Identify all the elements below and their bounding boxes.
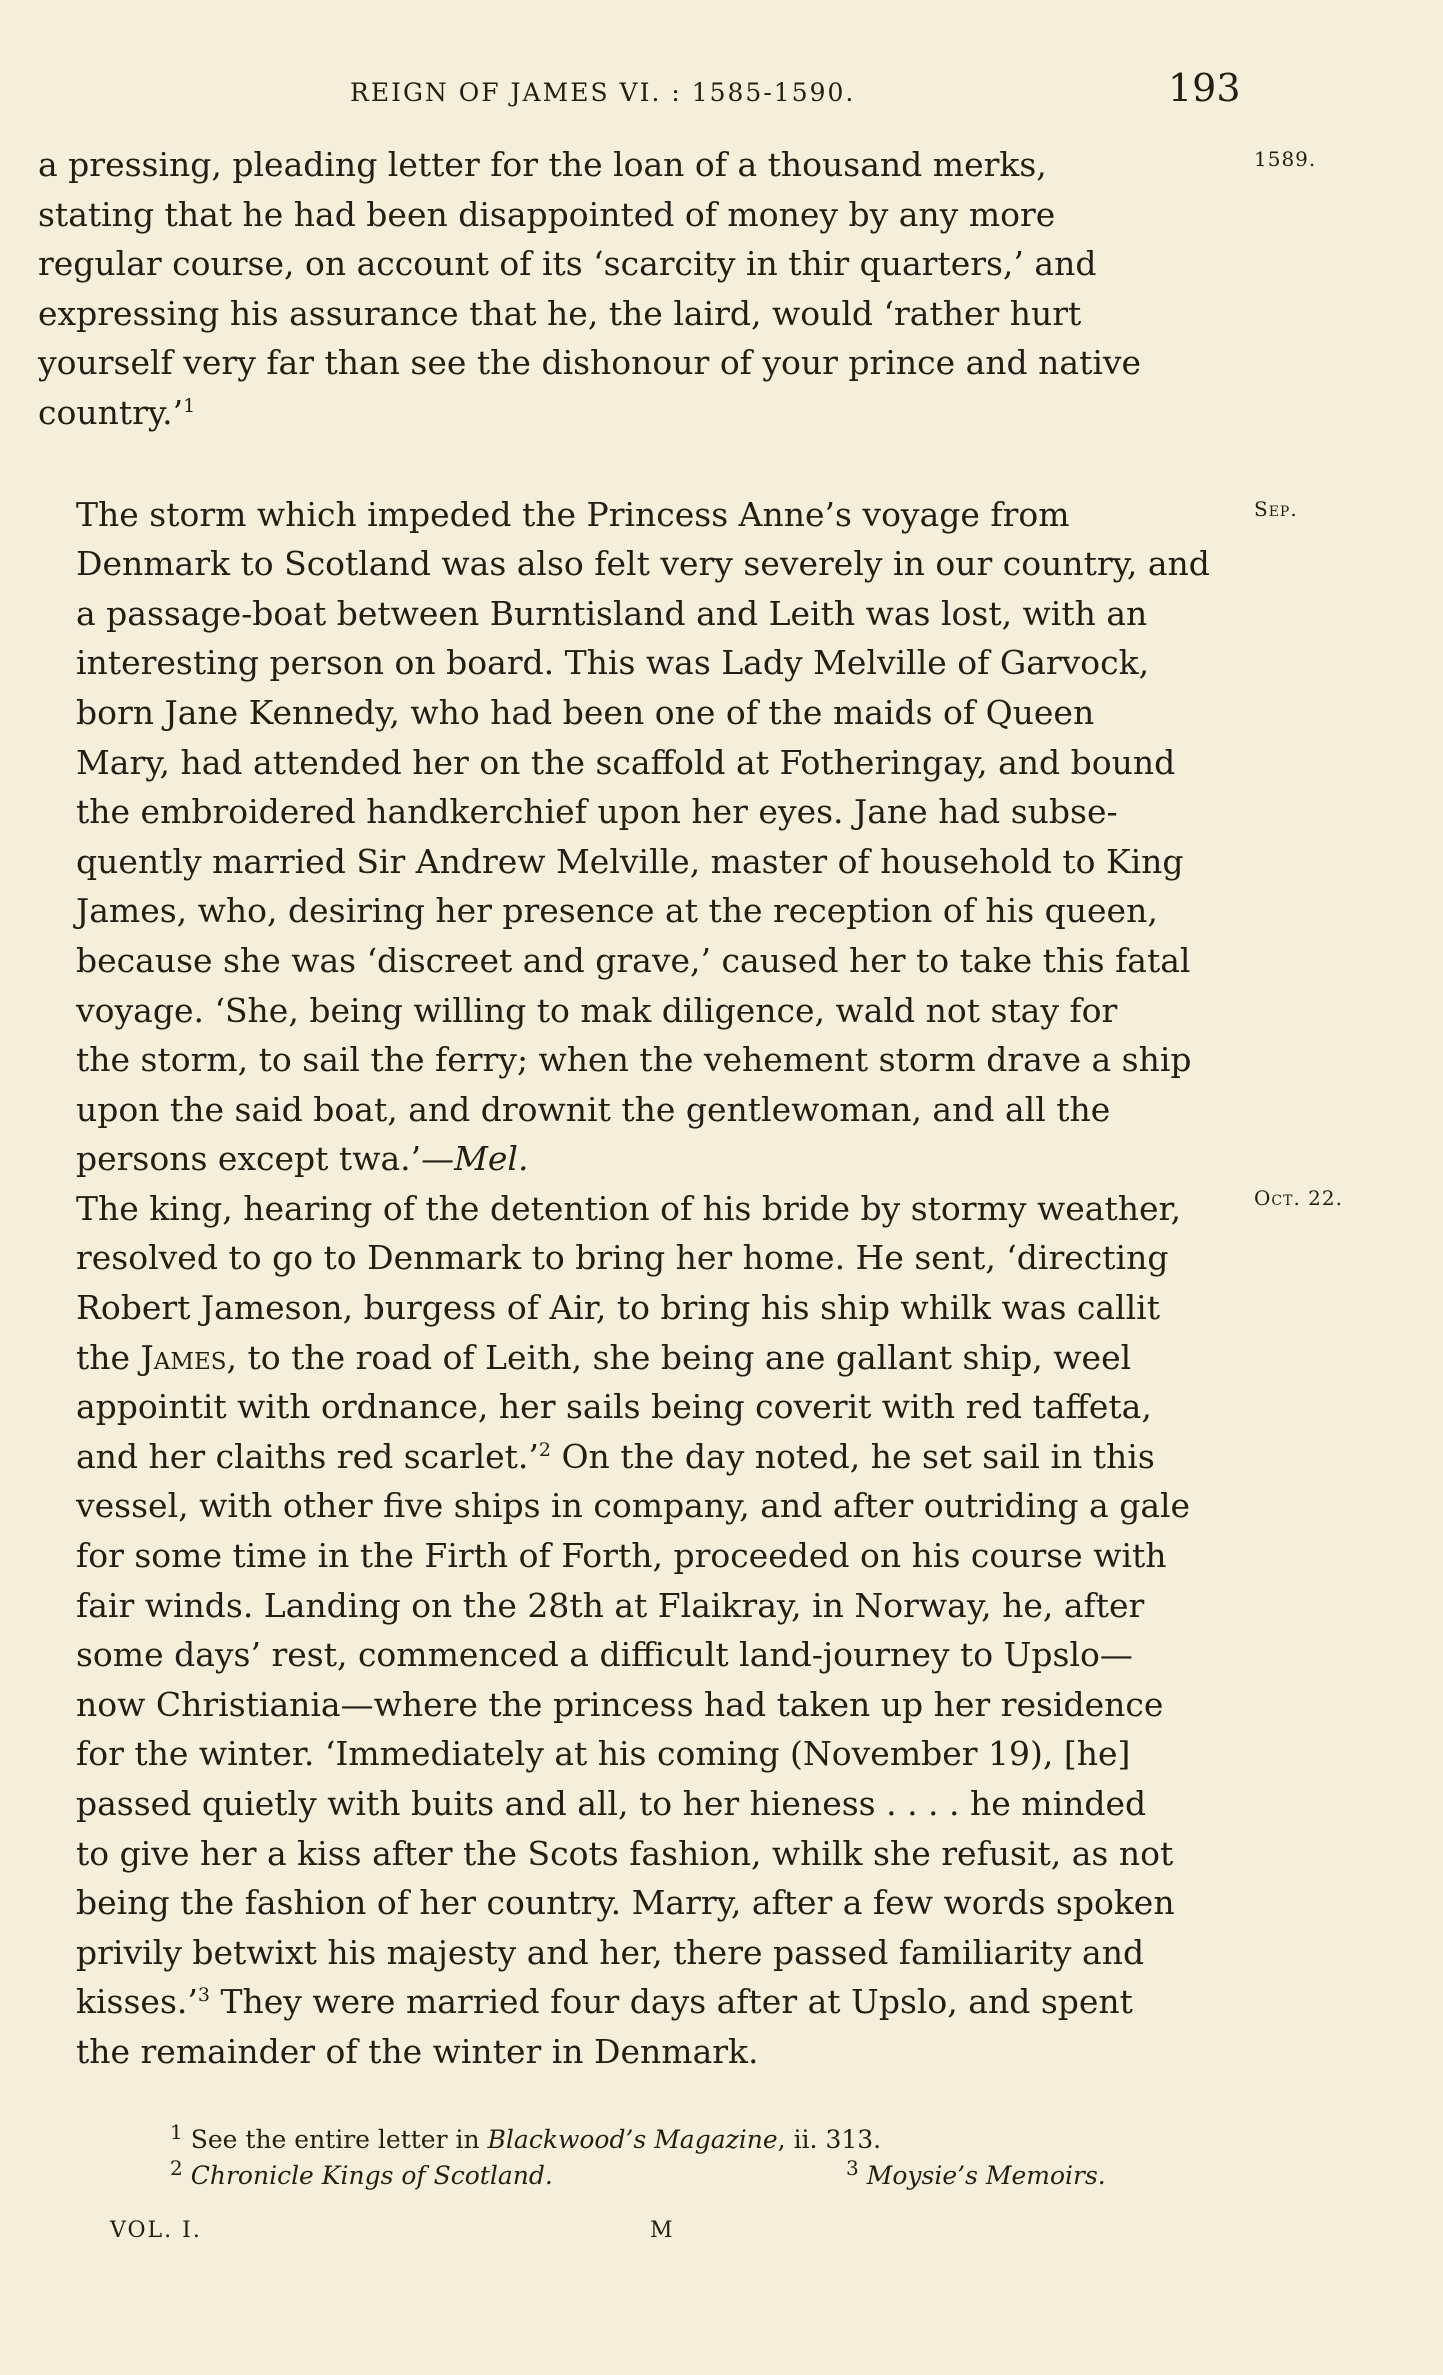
- footnote-number: 3: [846, 2155, 859, 2180]
- text-line: [38, 1432, 1238, 1482]
- text-fragment: kisses.’: [76, 1982, 198, 2022]
- footnote-source: Chronicle Kings of Scotland.: [190, 2161, 553, 2190]
- text-line: to give her a kiss after the Scots fashion, whilk she refusit, as not: [76, 1833, 1174, 1873]
- citation-mel: Mel.: [454, 1139, 529, 1179]
- text-line: born Jane Kennedy, who had been one of the maids of Queen: [76, 692, 1095, 732]
- text-line: Mary, had attended her on the scaffold at Fotheringay, and bound: [76, 742, 1176, 782]
- text-fragment: country.’: [38, 392, 184, 432]
- footnote-number: 2: [170, 2155, 183, 2180]
- text-line: James, who, desiring her presence at the reception of his queen,: [76, 891, 1158, 931]
- text-line: regular course, on account of its ‘scarcity in thir quarters,’ and: [38, 244, 1097, 284]
- text-line: fair winds. Landing on the 28th at Flaikray, in Norway, he, after: [76, 1585, 1145, 1625]
- ship-name-initial: J: [140, 1337, 154, 1377]
- text-fragment: the: [76, 1337, 141, 1377]
- text-line: quently married Sir Andrew Melville, master of household to King: [76, 841, 1184, 881]
- text-line: interesting person on board. This was Lady Melville of Garvock,: [76, 643, 1150, 683]
- page-header: [0, 66, 1443, 126]
- text-line: privily betwixt his majesty and her, there passed familiarity and: [76, 1932, 1145, 1972]
- footnote-source: Moysie’s Memoirs.: [866, 2161, 1106, 2190]
- text-line: upon the said boat, and drownit the gentlewoman, and all the: [76, 1089, 1111, 1129]
- text-line: Robert Jameson, burgess of Air, to bring his ship whilk was callit: [76, 1288, 1160, 1328]
- text-line: a passage-boat between Burntisland and Leith was lost, with an: [76, 593, 1148, 633]
- text-line: vessel, with other five ships in company, and after outriding a gale: [76, 1486, 1191, 1526]
- text-line: expressing his assurance that he, the laird, would ‘rather hurt: [38, 293, 1082, 333]
- text-fragment: , to the road of Leith, she being ane gallant ship, weel: [226, 1337, 1132, 1377]
- text-fragment: They were married four days after at Upslo, and spent: [209, 1982, 1133, 2022]
- side-note-sep: Sep.: [1254, 497, 1298, 521]
- ship-name-rest: ames: [153, 1337, 227, 1377]
- text-line: for the winter. ‘Immediately at his coming (November 19), [he]: [76, 1734, 1131, 1774]
- side-note-year: 1589.: [1254, 147, 1317, 171]
- text-line: [38, 388, 1238, 438]
- ship-name: [141, 1338, 227, 1377]
- text-line: voyage. ‘She, being willing to mak diligence, wald not stay for: [76, 990, 1118, 1030]
- footnote-text: See the entire letter in: [190, 2125, 488, 2154]
- text-line: The storm which impeded the Princess Anne’s voyage from: [76, 494, 1070, 534]
- text-line: now Christiania—where the princess had taken up her residence: [76, 1684, 1164, 1724]
- text-line: being the fashion of her country. Marry, after a few words spoken: [76, 1883, 1175, 1923]
- page-number: 193: [1168, 66, 1241, 110]
- text-fragment: On the day noted, he set sail in this: [551, 1436, 1155, 1476]
- text-line: resolved to go to Denmark to bring her home. He sent, ‘directing: [76, 1238, 1169, 1278]
- signature-letter: M: [650, 2218, 673, 2243]
- text-line: for some time in the Firth of Forth, proceeded on his course with: [76, 1536, 1167, 1576]
- footnote-ref-1: 1: [183, 394, 196, 417]
- text-line: the storm, to sail the ferry; when the vehement storm drave a ship: [76, 1040, 1192, 1080]
- text-line: the remainder of the winter in Denmark.: [76, 2031, 759, 2071]
- paragraph-3: [38, 1184, 1238, 2077]
- footnote-3: [846, 2155, 1106, 2194]
- footnote-1: [170, 2119, 1170, 2158]
- text-line: a pressing, pleading letter for the loan of a thousand merks,: [38, 145, 1047, 184]
- side-note-oct: Oct. 22.: [1254, 1186, 1343, 1210]
- text-line: because she was ‘discreet and grave,’ caused her to take this fatal: [76, 940, 1191, 980]
- text-line: [38, 1977, 1238, 2027]
- body-text: [38, 140, 1238, 2077]
- text-fragment: and her claiths red scarlet.’: [76, 1436, 539, 1476]
- running-head: REIGN OF JAMES VI. : 1585-1590.: [350, 78, 856, 107]
- text-line: Denmark to Scotland was also felt very severely in our country, and: [76, 544, 1210, 584]
- paragraph-1: [38, 140, 1238, 438]
- footnote-ref-2: 2: [538, 1438, 551, 1461]
- text-line: yourself very far than see the dishonour of your prince and native: [38, 343, 1142, 383]
- footnotes: [170, 2119, 1170, 2194]
- text-line: passed quietly with buits and all, to her hieness . . . . he minded: [76, 1784, 1147, 1823]
- footnote-ref-3: 3: [197, 1984, 210, 2007]
- text-line: some days’ rest, commenced a difficult land-journey to Upslo—: [76, 1635, 1133, 1675]
- text-line: the embroidered handkerchief upon her eyes. Jane had subse-: [76, 792, 1118, 832]
- paragraph-2: [38, 490, 1238, 1184]
- volume-signature: VOL. I.: [110, 2218, 202, 2243]
- footnote-text: , ii. 313.: [777, 2125, 882, 2154]
- text-line: [38, 1134, 1238, 1184]
- text-line: appointit with ordnance, her sails being coverit with red taffeta,: [76, 1387, 1152, 1427]
- text-line: The king, hearing of the detention of his bride by stormy weather,: [76, 1188, 1182, 1228]
- footnote-number: 1: [170, 2119, 183, 2144]
- text-line: [38, 1333, 1238, 1383]
- text-line: stating that he had been disappointed of money by any more: [38, 194, 1056, 234]
- footnote-source: Blackwood’s Magazine: [487, 2125, 778, 2154]
- text-fragment: persons except twa.’—: [76, 1139, 455, 1179]
